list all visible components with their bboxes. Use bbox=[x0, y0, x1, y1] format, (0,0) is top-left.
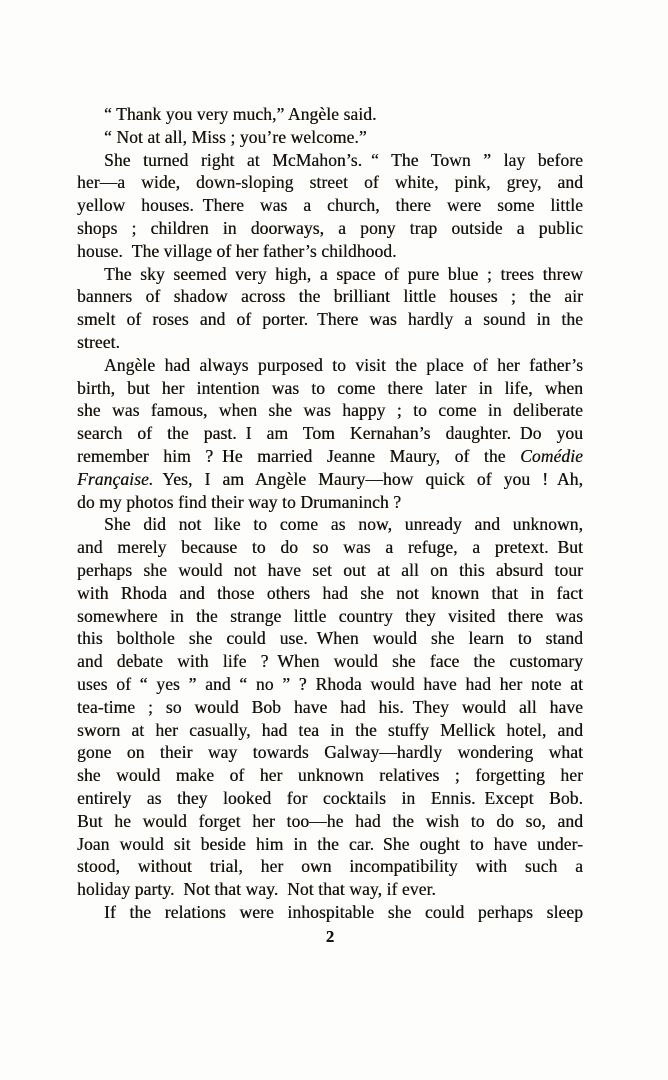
text-segment: Joan would sit beside him in the car. She ought to have under- bbox=[77, 833, 583, 854]
text-segment: with Rhoda and those others had she not known that in fact bbox=[77, 582, 583, 603]
italic-text-segment: Française. bbox=[77, 468, 154, 489]
text-line bbox=[77, 194, 583, 217]
text-line bbox=[77, 308, 583, 331]
text-block bbox=[77, 103, 583, 924]
text-line bbox=[77, 650, 583, 673]
text-segment: She did not like to come as now, unready and unknown, bbox=[104, 514, 583, 535]
text-segment: If the relations were inhospitable she could perhaps sleep bbox=[104, 901, 583, 922]
text-segment: “ Thank you very much,” Angèle said. bbox=[104, 104, 377, 124]
text-line bbox=[77, 217, 583, 240]
text-line bbox=[77, 764, 583, 787]
text-line bbox=[77, 605, 583, 628]
text-line bbox=[77, 787, 583, 810]
text-segment: this bolthole she could use. When would she learn to stand bbox=[77, 628, 583, 649]
text-segment: yellow houses. There was a church, there were some little bbox=[77, 195, 583, 216]
text-line bbox=[77, 627, 583, 650]
text-line bbox=[77, 833, 583, 856]
text-segment: gone on their way towards Galway—hardly wondering what bbox=[77, 742, 583, 763]
text-line bbox=[77, 855, 583, 878]
text-segment: somewhere in the strange little country they visited there was bbox=[77, 605, 583, 626]
text-line bbox=[77, 354, 583, 377]
text-line bbox=[77, 491, 583, 514]
text-line bbox=[77, 878, 583, 901]
text-segment: she would make of her unknown relatives ; forgetting her bbox=[77, 765, 583, 786]
text-segment: stood, without trial, her own incompatibility with such a bbox=[77, 856, 583, 877]
text-line bbox=[77, 399, 583, 422]
text-segment: tea-time ; so would Bob have had his. They would all have bbox=[77, 696, 583, 717]
text-segment: entirely as they looked for cocktails in Ennis. Except Bob. bbox=[77, 787, 583, 808]
text-line bbox=[77, 377, 583, 400]
text-line bbox=[77, 468, 583, 491]
text-segment: and merely because to do so was a refuge, a pretext. But bbox=[77, 537, 583, 558]
text-line bbox=[77, 696, 583, 719]
text-segment: Angèle had always purposed to visit the place of her father’s bbox=[104, 354, 583, 375]
text-segment: She turned right at McMahon’s. “ The Town ” lay before bbox=[104, 149, 583, 170]
text-segment: sworn at her casually, had tea in the stuffy Mellick hotel, and bbox=[77, 719, 583, 740]
text-line bbox=[77, 445, 583, 468]
text-segment: street. bbox=[77, 331, 120, 352]
text-line bbox=[77, 126, 583, 149]
text-segment: uses of “ yes ” and “ no ” ? Rhoda would have had her note at bbox=[77, 673, 583, 694]
text-segment: her—a wide, down-sloping street of white, pink, grey, and bbox=[77, 172, 583, 193]
text-segment: she was famous, when she was happy ; to come in deliberate bbox=[77, 400, 583, 421]
text-segment: holiday party. Not that way. Not that way, if ever. bbox=[77, 879, 436, 900]
text-line bbox=[77, 901, 583, 924]
text-line bbox=[77, 149, 583, 172]
text-line bbox=[77, 536, 583, 559]
text-segment: remember him ? He married Jeanne Maury, of the bbox=[77, 445, 521, 466]
page-number: 2 bbox=[325, 927, 335, 946]
text-line bbox=[77, 719, 583, 742]
text-segment: search of the past. I am Tom Kernahan’s daughter. Do you bbox=[77, 423, 583, 444]
text-segment: But he would forget her too—he had the wish to do so, and bbox=[77, 810, 583, 831]
text-line bbox=[77, 422, 583, 445]
text-segment: smelt of roses and of porter. There was hardly a sound in the bbox=[77, 309, 583, 330]
text-segment: house. The village of her father’s childhood. bbox=[77, 240, 397, 261]
text-segment: shops ; children in doorways, a pony trap outside a public bbox=[77, 217, 583, 238]
text-line bbox=[77, 263, 583, 286]
text-segment: and debate with life ? When would she face the customary bbox=[77, 651, 583, 672]
text-line bbox=[77, 171, 583, 194]
text-line bbox=[77, 810, 583, 833]
text-line bbox=[77, 559, 583, 582]
text-line bbox=[77, 240, 583, 263]
text-segment: “ Not at all, Miss ; you’re welcome.” bbox=[104, 126, 367, 147]
italic-text-segment: Comédie bbox=[520, 445, 583, 466]
text-line bbox=[77, 582, 583, 605]
text-segment: Yes, I am Angèle Maury—how quick of you ! Ah, bbox=[153, 468, 583, 489]
text-line bbox=[77, 331, 583, 354]
text-segment: birth, but her intention was to come there later in life, when bbox=[77, 377, 583, 398]
text-line bbox=[77, 673, 583, 696]
text-segment: banners of shadow across the brilliant little houses ; the air bbox=[77, 286, 583, 307]
text-line bbox=[77, 741, 583, 764]
text-segment: do my photos find their way to Drumaninch ? bbox=[77, 491, 402, 512]
text-segment: The sky seemed very high, a space of pure blue ; trees threw bbox=[104, 263, 583, 284]
text-line bbox=[77, 103, 583, 126]
text-segment: perhaps she would not have set out at all on this absurd tour bbox=[77, 559, 583, 580]
text-line bbox=[77, 285, 583, 308]
text-line bbox=[77, 513, 583, 536]
